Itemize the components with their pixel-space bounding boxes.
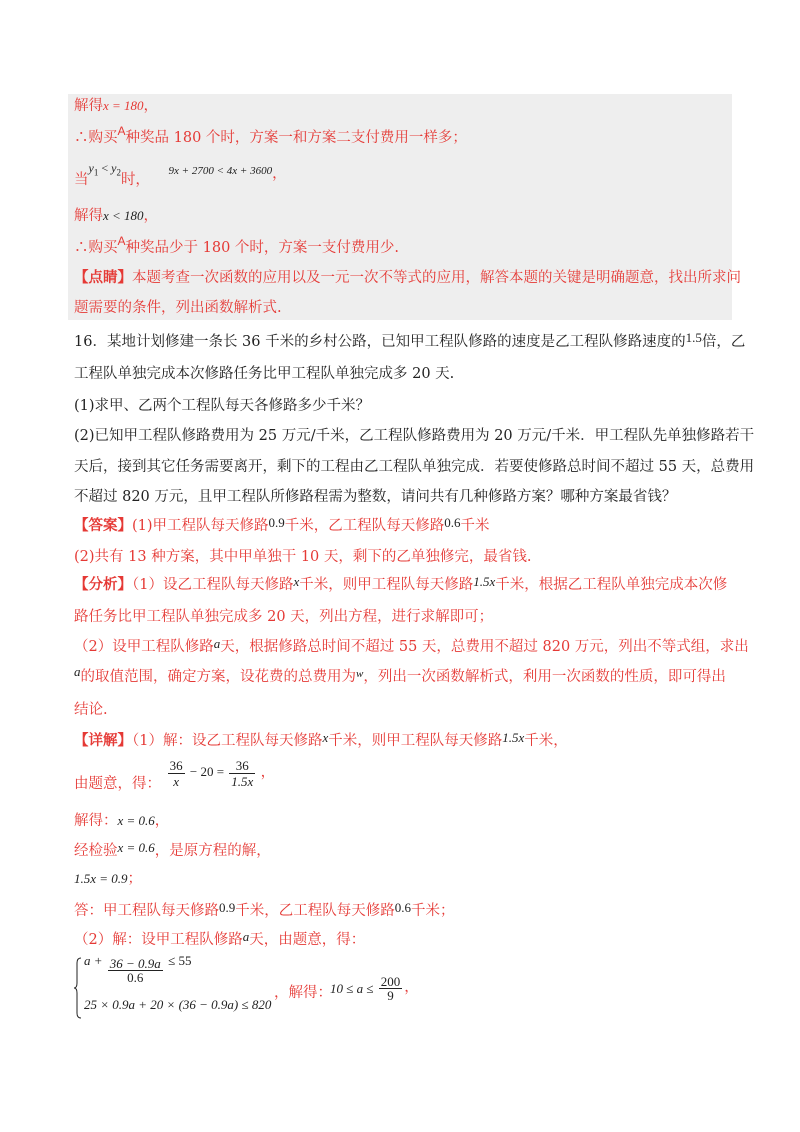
text: ，是原方程的解， xyxy=(154,843,271,859)
text: 千米，则甲工程队每天修路 xyxy=(299,577,474,593)
math: y xyxy=(88,161,94,175)
text: ， xyxy=(272,166,287,182)
math: a xyxy=(74,664,81,679)
math: x = 0.6 xyxy=(117,813,155,828)
q16-line-2: 工程队单独完成本次修路任务比甲工程队单独完成多 20 天. xyxy=(74,366,455,382)
analysis-line-2: 路任务比甲工程队单独完成多 20 天，列出方程，进行求解即可； xyxy=(74,609,494,625)
q16-part2-line-1: (2)已知甲工程队修路费用为 25 万元/千米，乙工程队修路费用为 20 万元/千米．甲工程队先单独修路若干 xyxy=(74,428,755,444)
text: 千米，则甲工程队每天修路 xyxy=(328,733,503,749)
math: 0.9 xyxy=(268,515,285,530)
tip-line-1 xyxy=(74,268,741,288)
text: 千米，乙工程队每天修路 xyxy=(235,903,395,919)
text: ，解得： xyxy=(274,985,332,1001)
math: 1.5x xyxy=(502,730,525,745)
brace-icon xyxy=(74,957,82,1019)
text: （1）解：设乙工程队每天修路 xyxy=(132,733,323,749)
text: 的取值范围，确定方案，设花费的总费用为 xyxy=(80,669,356,685)
text: 千米，乙工程队每天修路 xyxy=(284,518,445,534)
math: a + xyxy=(84,953,106,969)
math: < xyxy=(98,161,112,175)
text: ； xyxy=(127,871,143,887)
text: ， xyxy=(404,979,419,996)
var-a: A xyxy=(117,234,126,248)
analysis-line-1 xyxy=(74,574,728,595)
text: 当 xyxy=(74,172,89,188)
fraction: $\frac{36}{1.5x}$ xyxy=(231,758,254,789)
q16-part2-line-3: 不超过 820 万元，且甲工程队所修路程需为整数，请问共有几种修路方案？哪种方案最省钱？ xyxy=(74,489,677,505)
text: ，列出一次函数解析式，利用一次函数的性质，即可得出 xyxy=(363,669,726,685)
detail-check-line xyxy=(74,841,724,861)
math: 10 ≤ a ≤ xyxy=(330,981,377,997)
detail-equation-line xyxy=(74,758,724,798)
text: 天，由题意，得： xyxy=(249,932,366,948)
text: 16．某地计划修建一条长 36 千米的乡村公路，已知甲工程队修路的速度是乙工程队修路速度的 xyxy=(74,334,686,350)
text: ∴购买 xyxy=(74,240,118,256)
text: 种奖品少于 180 个时，方案一支付费用少. xyxy=(125,240,400,256)
math: 1.5x xyxy=(473,574,496,589)
detail-solve-line xyxy=(74,811,724,831)
text: （1）设乙工程队每天修路 xyxy=(132,577,294,593)
math: x xyxy=(293,574,300,589)
q16-line-1 xyxy=(74,330,746,352)
fraction: $\frac{36 - 0.9a}{0.6}$ xyxy=(109,956,161,985)
text: 解得： xyxy=(74,813,118,829)
sub: 1 xyxy=(93,167,99,178)
inequality: 9x + 2700 < 4x + 3600 xyxy=(168,165,273,177)
q16-part1: (1)求甲、乙两个工程队每天各修路多少千米？ xyxy=(74,398,371,414)
answer-line-1 xyxy=(74,516,724,536)
math: y xyxy=(111,161,117,175)
text: ， xyxy=(260,764,276,781)
text: 答：甲工程队每天修路 xyxy=(74,903,219,919)
text: (1)甲工程队每天修路 xyxy=(132,518,269,534)
math: 25 × 0.9a + 20 × (36 − 0.9a) ≤ 820 xyxy=(84,997,272,1012)
analysis-tag: 【分析】 xyxy=(74,576,132,593)
text: 千米 xyxy=(460,518,490,534)
text: 千米； xyxy=(411,903,455,919)
math: − 20 = xyxy=(186,764,228,780)
fraction: $\frac{200}{9}$ xyxy=(380,974,401,1003)
answer-tag: 【答案】 xyxy=(74,517,132,534)
detail-answer-line xyxy=(74,901,724,921)
text: 千米， xyxy=(524,733,568,749)
text: 经检验 xyxy=(74,843,118,859)
analysis-line-5: 结论. xyxy=(74,702,108,718)
var-a: A xyxy=(117,124,126,138)
text: 时， xyxy=(120,172,150,188)
math: 1.5 xyxy=(685,330,702,345)
math: 1.5x = 0.9 xyxy=(74,871,128,886)
detail-part2-line xyxy=(74,930,724,950)
detail-tag: 【详解】 xyxy=(74,732,132,749)
conclusion-line-1 xyxy=(74,124,724,148)
text: 本题考查一次函数的应用以及一元一次不等式的应用，解答本题的关键是明确题意，找出所求问 xyxy=(132,270,741,286)
text: 解得 xyxy=(74,98,103,114)
math: ≤ 55 xyxy=(164,953,192,969)
inequality-system xyxy=(74,953,724,1021)
text: 种奖品 180 个时，方案一和方案二支付费用一样多； xyxy=(125,130,467,146)
text: ， xyxy=(154,813,170,829)
text: （2）解：设甲工程队修路 xyxy=(74,932,243,948)
answer-line-2: (2)共有 13 种方案，其中甲单独干 10 天，剩下的乙单独修完，最省钱. xyxy=(74,549,532,565)
text: ， xyxy=(143,98,159,114)
math: x xyxy=(322,730,329,745)
q16-part2-line-2: 天后，接到其它任务需要离开，剩下的工程由乙工程队单独完成．若要使修路总时间不超过 55 天，总费用 xyxy=(74,459,755,475)
math: 0.9 xyxy=(219,900,236,915)
math: a xyxy=(242,929,250,944)
text: （2）设甲工程队修路 xyxy=(74,639,214,655)
solve-line-2 xyxy=(74,206,724,226)
text: ， xyxy=(143,208,159,224)
math: 0.6 xyxy=(444,515,461,530)
condition-line xyxy=(74,162,724,196)
text: 解得 xyxy=(74,208,103,224)
analysis-line-4 xyxy=(74,664,726,688)
analysis-line-3 xyxy=(74,636,749,657)
text: 天，根据修路总时间不超过 55 天，总费用不超过 820 万元，列出不等式组，求出 xyxy=(220,639,749,655)
detail-line-1 xyxy=(74,731,724,751)
math: x = 0.6 xyxy=(117,840,155,855)
conclusion-line-2 xyxy=(74,234,724,258)
math: x = 180 xyxy=(103,98,144,113)
math: 0.6 xyxy=(394,900,411,915)
solve-line-1 xyxy=(74,96,724,116)
math: w xyxy=(356,668,364,680)
text: 由题意，得： xyxy=(74,776,161,793)
text: ∴购买 xyxy=(74,130,118,146)
math: x < 180 xyxy=(103,208,144,223)
text: 题需要的条件，列出函数解析式. xyxy=(74,300,282,316)
math: a xyxy=(213,636,221,651)
sub: 2 xyxy=(116,167,121,178)
tip-line-2 xyxy=(74,298,724,318)
text: 倍，乙 xyxy=(701,334,746,350)
text: 千米，根据乙工程队单独完成本次修 xyxy=(495,577,728,593)
tip-tag: 【点睛】 xyxy=(74,269,132,286)
fraction: $\frac{36}{x}$ xyxy=(169,758,183,789)
detail-calc-line xyxy=(74,869,724,889)
